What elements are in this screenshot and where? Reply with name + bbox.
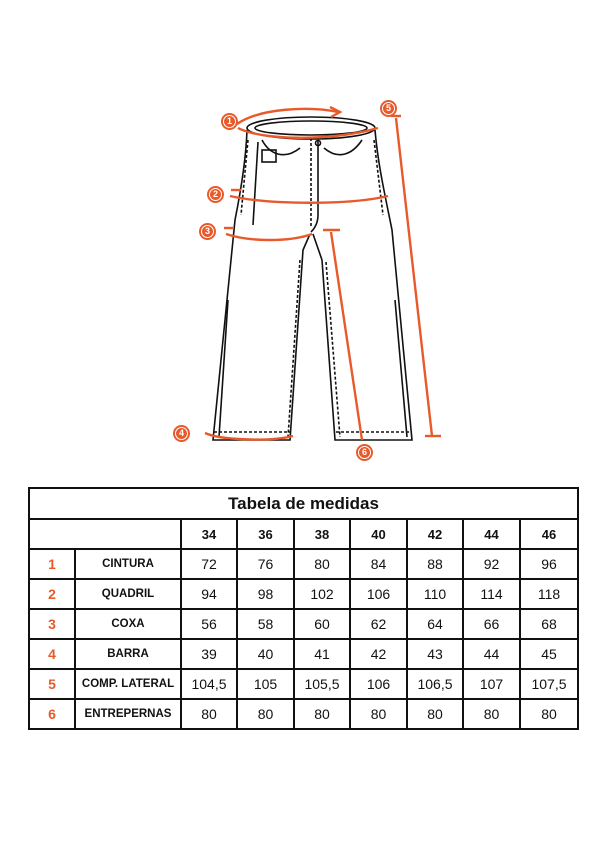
measure-label: BARRA [75,639,181,669]
pants-outline [213,117,412,440]
table-row [29,579,578,609]
measure-value: 104,5 [181,669,237,699]
size-header-row [29,519,578,549]
size-header: 34 [181,519,237,549]
measure-value: 107,5 [520,669,578,699]
marker-3: 3 [199,223,216,240]
measure-value: 45 [520,639,578,669]
measure-value: 80 [237,699,294,729]
measure-value: 118 [520,579,578,609]
size-header: 44 [463,519,520,549]
size-header: 38 [294,519,350,549]
measure-value: 105,5 [294,669,350,699]
measure-value: 58 [237,609,294,639]
measure-value: 42 [350,639,407,669]
measure-value: 62 [350,609,407,639]
size-header: 42 [407,519,463,549]
measure-value: 102 [294,579,350,609]
table-row [29,699,578,729]
row-index: 4 [29,639,75,669]
marker-5: 5 [380,100,397,117]
measure-label: CINTURA [75,549,181,579]
measure-value: 80 [407,699,463,729]
measure-value: 43 [407,639,463,669]
table-row [29,549,578,579]
measure-value: 106,5 [407,669,463,699]
measure-value: 68 [520,609,578,639]
row-index: 6 [29,699,75,729]
measure-value: 40 [237,639,294,669]
row-index: 5 [29,669,75,699]
measure-value: 92 [463,549,520,579]
measure-value: 96 [520,549,578,579]
table-row [29,609,578,639]
measure-value: 80 [350,699,407,729]
marker-1: 1 [221,113,238,130]
measure-value: 88 [407,549,463,579]
row-index: 3 [29,609,75,639]
table-title: Tabela de medidas [29,488,578,519]
measure-label: COXA [75,609,181,639]
measure-value: 80 [294,699,350,729]
measure-label: QUADRIL [75,579,181,609]
marker-6: 6 [356,444,373,461]
size-header: 46 [520,519,578,549]
table-title-row [29,488,578,519]
marker-2: 2 [207,186,224,203]
size-header: 36 [237,519,294,549]
measure-value: 110 [407,579,463,609]
measure-value: 80 [463,699,520,729]
measure-value: 41 [294,639,350,669]
measure-value: 94 [181,579,237,609]
measure-value: 72 [181,549,237,579]
measure-value: 114 [463,579,520,609]
measure-value: 80 [520,699,578,729]
table-row [29,669,578,699]
marker-4: 4 [173,425,190,442]
row-index: 1 [29,549,75,579]
measure-label: ENTREPERNAS [75,699,181,729]
measure-value: 98 [237,579,294,609]
size-table [28,487,579,730]
measure-value: 39 [181,639,237,669]
measure-value: 106 [350,669,407,699]
measure-value: 84 [350,549,407,579]
measure-value: 80 [294,549,350,579]
measure-value: 64 [407,609,463,639]
measure-value: 105 [237,669,294,699]
size-header: 40 [350,519,407,549]
measure-value: 66 [463,609,520,639]
header-blank [29,519,181,549]
measure-value: 60 [294,609,350,639]
table-body [29,549,578,729]
measure-value: 44 [463,639,520,669]
measure-label: COMP. LATERAL [75,669,181,699]
table-row [29,639,578,669]
row-index: 2 [29,579,75,609]
measure-value: 80 [181,699,237,729]
measure-value: 107 [463,669,520,699]
measure-value: 56 [181,609,237,639]
measure-value: 76 [237,549,294,579]
measure-value: 106 [350,579,407,609]
